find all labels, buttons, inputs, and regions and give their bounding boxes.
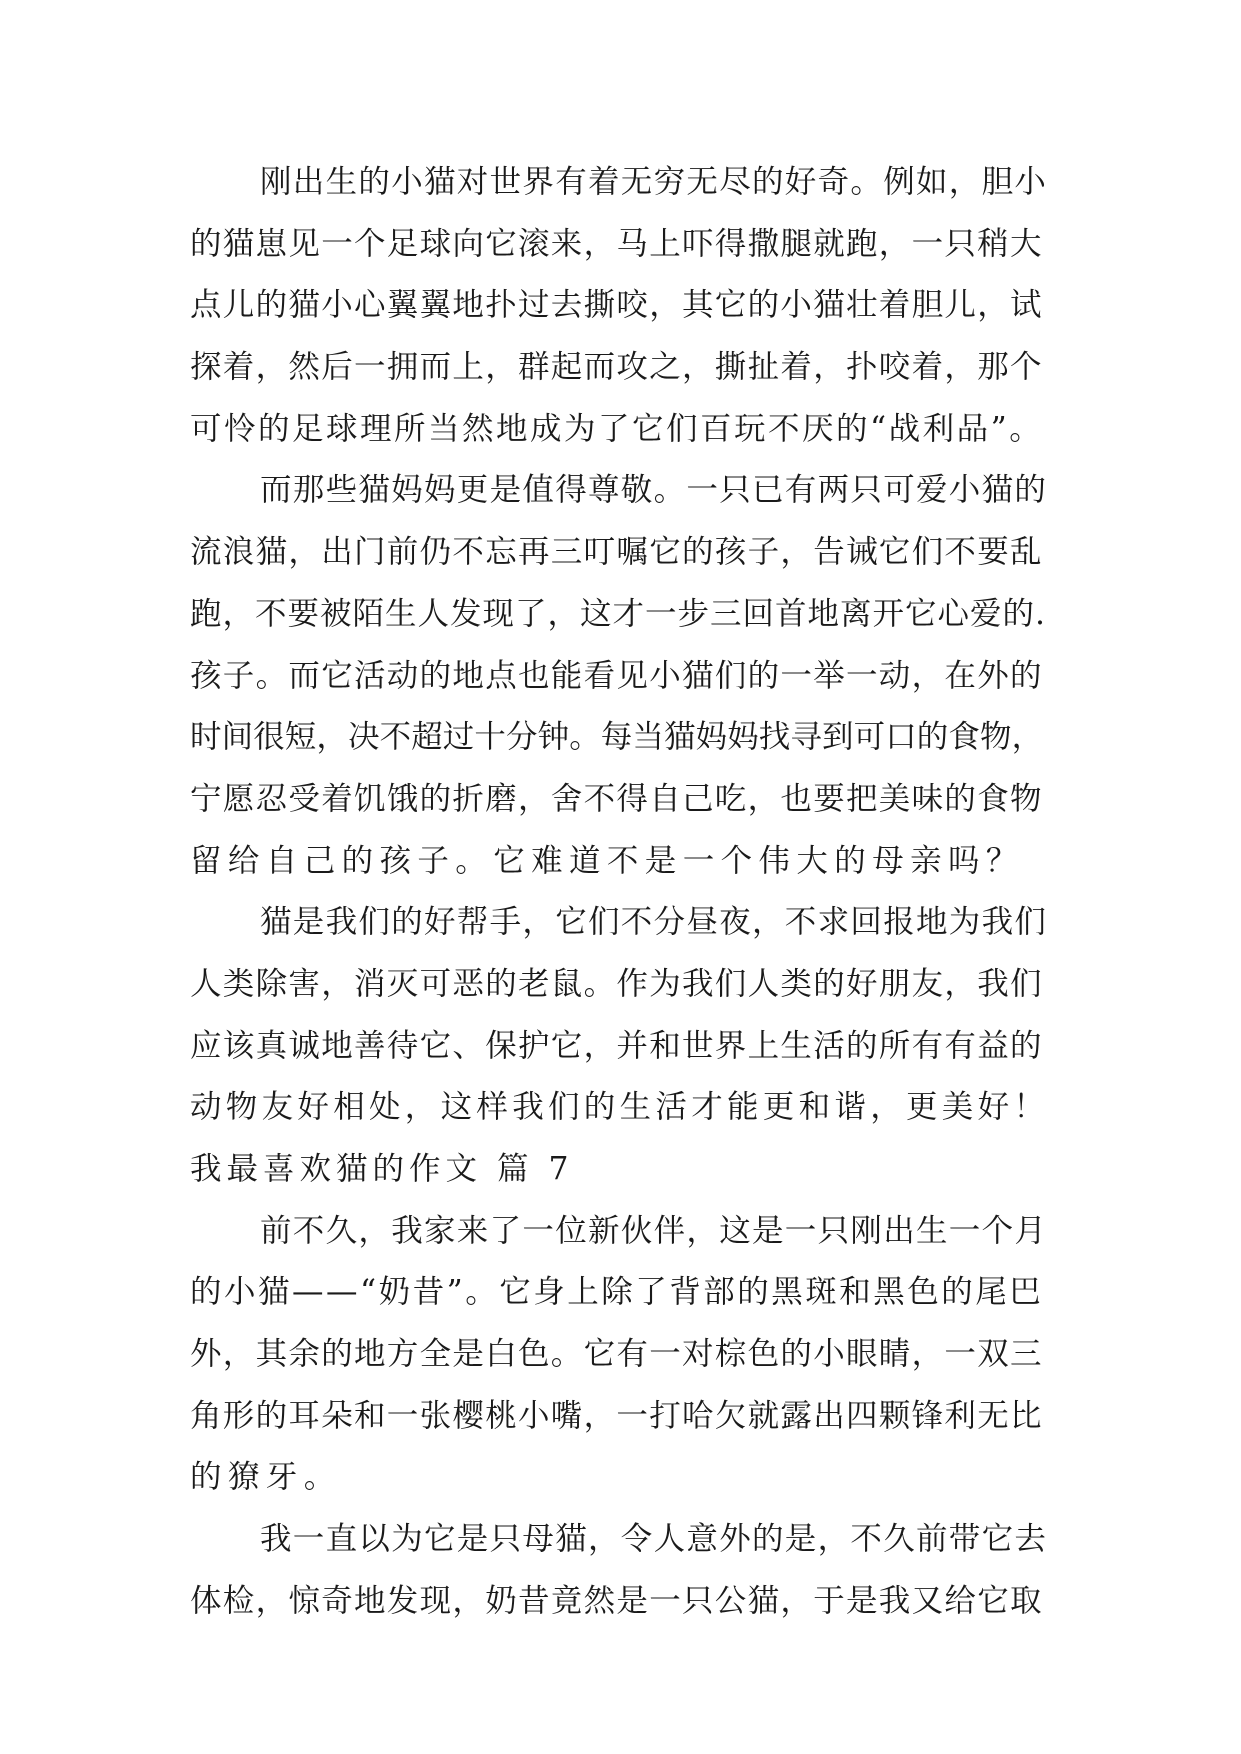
text-line: 跑，不要被陌生人发现了，这才一步三回首地离开它心爱的. — [190, 595, 1047, 632]
text-line: 时间很短，决不超过十分钟。每当猫妈妈找寻到可口的食物， — [190, 719, 1044, 756]
text-line: 角形的耳朵和一张樱桃小嘴，一打哈欠就露出四颗锋利无比 — [190, 1397, 1043, 1434]
text-line: 留给自己的孩子。它难道不是一个伟大的母亲吗？ — [190, 842, 1024, 879]
text-line: 孩子。而它活动的地点也能看见小猫们的一举一动，在外的 — [190, 657, 1043, 694]
text-line: 人类除害，消灭可恶的老鼠。作为我们人类的好朋友，我们 — [190, 965, 1043, 1002]
text-line: 动物友好相处，这样我们的生活才能更和谐，更美好！ — [190, 1089, 1050, 1126]
text-line: 的猫崽见一个足球向它滚来，马上吓得撒腿就跑，一只稍大 — [190, 225, 1043, 262]
text-line: 前不久，我家来了一位新伙伴，这是一只刚出生一个月 — [260, 1212, 1048, 1249]
text-line: 体检，惊奇地发现，奶昔竟然是一只公猫，于是我又给它取 — [190, 1582, 1043, 1619]
text-line: 探着，然后一拥而上，群起而攻之，撕扯着，扑咬着，那个 — [190, 349, 1043, 386]
text-line: 宁愿忍受着饥饿的折磨，舍不得自己吃，也要把美味的食物 — [190, 780, 1043, 817]
text-line: 可怜的足球理所当然地成为了它们百玩不厌的“战利品”。 — [190, 410, 1044, 447]
text-line: 点儿的猫小心翼翼地扑过去撕咬，其它的小猫壮着胆儿，试 — [190, 287, 1043, 324]
text-line: 的獠牙。 — [190, 1459, 342, 1496]
text-line: 应该真诚地善待它、保护它，并和世界上生活的所有有益的 — [190, 1027, 1043, 1064]
text-line: 流浪猫，出门前仍不忘再三叮嘱它的孩子，告诫它们不要乱 — [190, 534, 1043, 571]
text-line: 猫是我们的好帮手，它们不分昼夜，不求回报地为我们 — [260, 904, 1048, 941]
text-line: 的小猫——“奶昔”。它身上除了背部的黑斑和黑色的尾巴 — [190, 1274, 1044, 1311]
text-line: 而那些猫妈妈更是值得尊敬。一只已有两只可爱小猫的 — [260, 472, 1048, 509]
text-line: 外，其余的地方全是白色。它有一对棕色的小眼睛，一双三 — [190, 1336, 1043, 1373]
text-line: 我一直以为它是只母猫，令人意外的是，不久前带它去 — [260, 1521, 1048, 1558]
text-line: 刚出生的小猫对世界有着无穷无尽的好奇。例如，胆小 — [260, 164, 1048, 200]
section-heading: 我最喜欢猫的作文 篇 7 — [190, 1151, 574, 1187]
essay-text — [190, 152, 1050, 1633]
